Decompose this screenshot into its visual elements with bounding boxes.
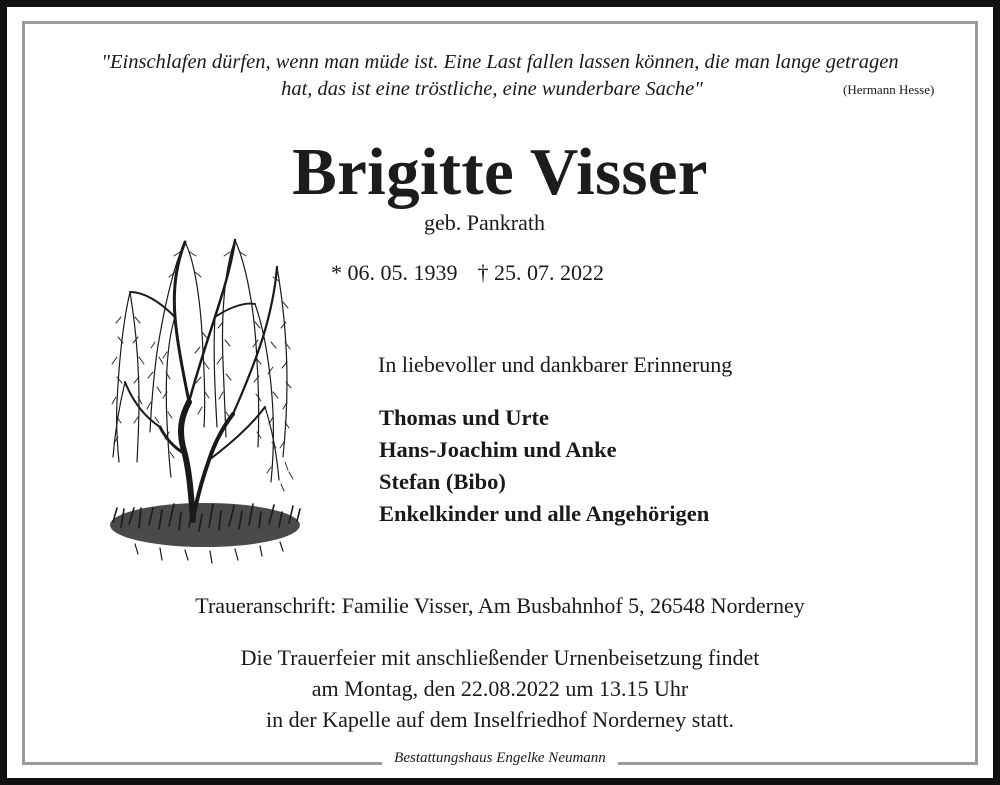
quote-line-1: "Einschlafen dürfen, wenn man müde ist. Eine Last fallen lassen können, die man lange getragen: [101, 51, 899, 73]
quote-line-2: hat, das ist eine tröstliche, eine wunderbare Sache": [281, 78, 703, 100]
birth-date: * 06. 05. 1939: [331, 260, 458, 285]
mourner-item: Enkelkinder und alle Angehörigen: [379, 501, 710, 526]
mourner-item: Stefan (Bibo): [379, 469, 506, 494]
service-line-1: Die Trauerfeier mit anschließender Urnenbeisetzung findet: [240, 645, 760, 670]
mourner-item: Hans-Joachim und Anke: [379, 437, 617, 462]
service-line-3: in der Kapelle auf dem Inselfriedhof Norderney statt.: [266, 707, 734, 732]
funeral-home-credit: [0, 750, 1000, 767]
maiden-name: geb. Pankrath: [424, 210, 545, 235]
service-line-2: am Montag, den 22.08.2022 um 13.15 Uhr: [311, 676, 689, 701]
service-details: [0, 642, 1000, 735]
epigraph-quote: [60, 49, 940, 103]
mourning-address: Traueranschrift: Familie Visser, Am Busbahnhof 5, 26548 Norderney: [195, 593, 805, 618]
death-date: † 25. 07. 2022: [477, 260, 604, 285]
funeral-home-name: Bestattungshaus Engelke Neumann: [382, 750, 618, 766]
memory-line: In liebevoller und dankbarer Erinnerung: [378, 352, 733, 377]
life-dates: [331, 260, 604, 286]
grass-icon: [110, 503, 300, 563]
weeping-willow-icon: [105, 222, 305, 577]
mourner-item: Thomas und Urte: [379, 405, 550, 430]
mourners-list: [379, 402, 709, 530]
deceased-name: Brigitte Visser: [292, 135, 708, 209]
quote-author: (Hermann Hesse): [843, 82, 935, 97]
